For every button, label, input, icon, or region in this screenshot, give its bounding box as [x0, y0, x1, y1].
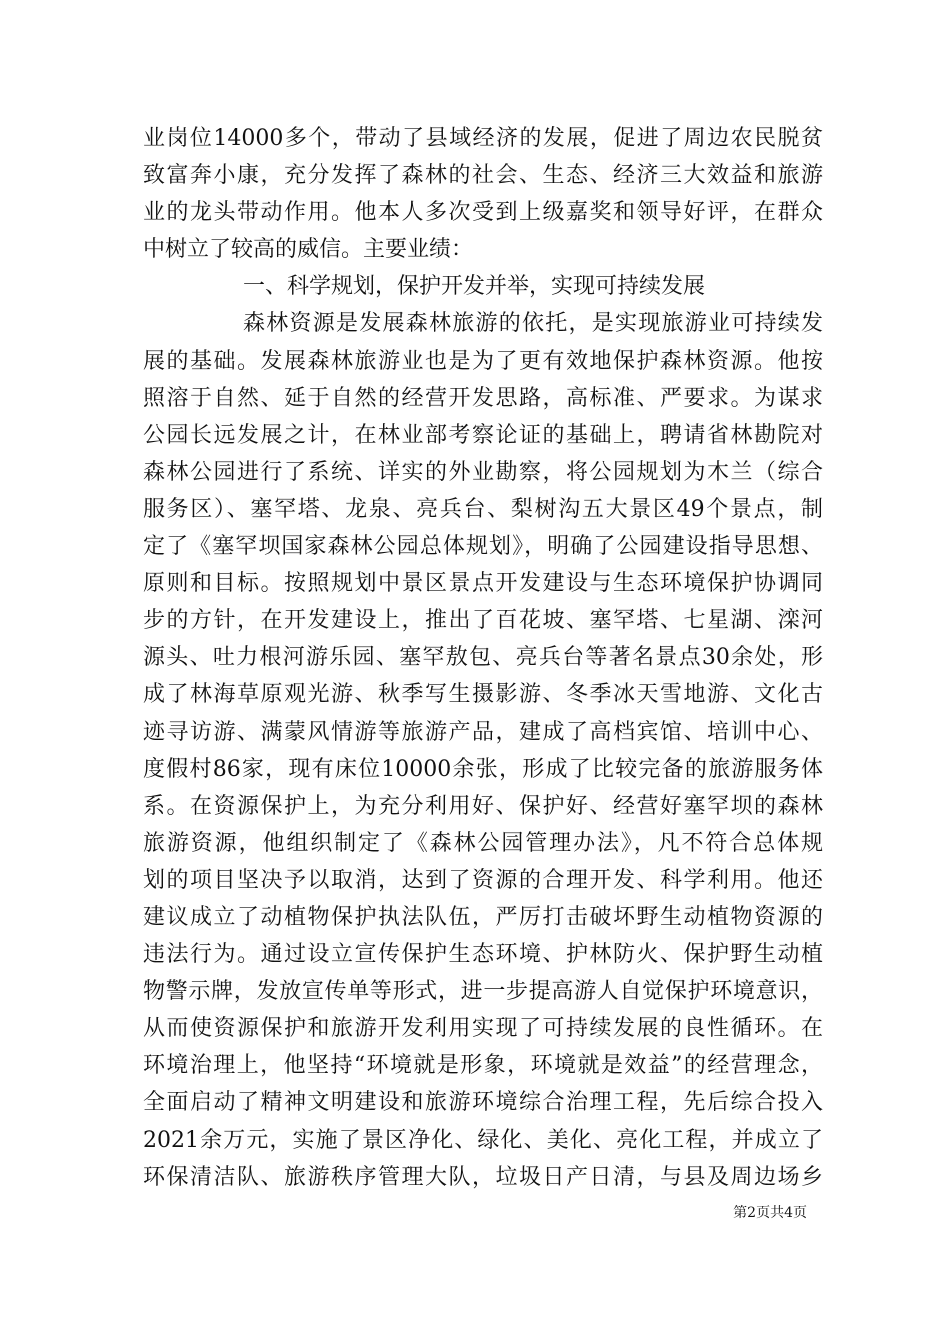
paragraph-line: 业岗位14000多个，带动了县域经济的发展，促进了周边农民脱贫 — [143, 126, 823, 151]
document-body — [143, 120, 823, 1196]
paragraph-line: 原则和目标。按照规划中景区景点开发建设与生态环境保护协调同 — [143, 571, 823, 597]
section-heading: 一、科学规划，保护开发并举，实现可持续发展 — [243, 274, 706, 300]
paragraph-line: 服务区）、塞罕塔、龙泉、亮兵台、梨树沟五大景区49个景点，制 — [143, 496, 823, 522]
paragraph-line: 2021余万元，实施了景区净化、绿化、美化、亮化工程，并成立了 — [143, 1127, 823, 1153]
paragraph-line: 公园长远发展之计，在林业部考察论证的基础上，聘请省林勘院对 — [143, 422, 823, 448]
paragraph-line: 度假村86家，现有床位10000余张，形成了比较完备的旅游服务体 — [143, 756, 823, 782]
paragraph-line: 定了《塞罕坝国家森林公园总体规划》，明确了公园建设指导思想、 — [143, 534, 823, 560]
paragraph-line: 步的方针，在开发建设上，推出了百花坡、塞罕塔、七星湖、滦河 — [143, 608, 823, 634]
paragraph-line: 迹寻访游、满蒙风情游等旅游产品，建成了高档宾馆、培训中心、 — [143, 719, 823, 745]
paragraph-line: 中树立了较高的威信。主要业绩： — [143, 237, 474, 263]
paragraph-line: 致富奔小康，充分发挥了森林的社会、生态、经济三大效益和旅游 — [143, 163, 823, 189]
paragraph-line: 源头、吐力根河游乐园、塞罕敖包、亮兵台等著名景点30余处，形 — [143, 645, 823, 671]
paragraph-line: 环境治理上，他坚持“环境就是形象，环境就是效益”的经营理念， — [143, 1053, 823, 1079]
paragraph-line: 森林公园进行了系统、详实的外业勘察，将公园规划为木兰（综合 — [143, 459, 823, 485]
paragraph-line: 环保清洁队、旅游秩序管理大队，垃圾日产日清，与县及周边场乡 — [143, 1164, 823, 1190]
paragraph-line: 照溶于自然、延于自然的经营开发思路，高标准、严要求。为谋求 — [143, 385, 823, 411]
paragraph-line: 违法行为。通过设立宣传保护生态环境、护林防火、保护野生动植 — [143, 942, 823, 968]
paragraph-line: 建议成立了动植物保护执法队伍，严厉打击破坏野生动植物资源的 — [143, 904, 823, 930]
paragraph-line: 成了林海草原观光游、秋季写生摄影游、冬季冰天雪地游、文化古 — [143, 682, 823, 708]
paragraph-line: 全面启动了精神文明建设和旅游环境综合治理工程，先后综合投入 — [143, 1090, 823, 1116]
page-footer: 第2页共4页 — [733, 1205, 807, 1221]
paragraph-line: 系。在资源保护上，为充分利用好、保护好、经营好塞罕坝的森林 — [143, 793, 823, 819]
paragraph-line: 物警示牌，发放宣传单等形式，进一步提高游人自觉保护环境意识， — [143, 979, 823, 1005]
paragraph-line: 业的龙头带动作用。他本人多次受到上级嘉奖和领导好评，在群众 — [143, 200, 823, 226]
paragraph-line: 展的基础。发展森林旅游业也是为了更有效地保护森林资源。他按 — [143, 348, 823, 374]
paragraph-first-line: 森林资源是发展森林旅游的依托，是实现旅游业可持续发 — [243, 311, 823, 337]
paragraph-line: 从而使资源保护和旅游开发利用实现了可持续发展的良性循环。在 — [143, 1016, 823, 1042]
paragraph-line: 旅游资源，他组织制定了《森林公园管理办法》，凡不符合总体规 — [143, 830, 823, 856]
paragraph-line: 划的项目坚决予以取消，达到了资源的合理开发、科学利用。他还 — [143, 867, 823, 893]
